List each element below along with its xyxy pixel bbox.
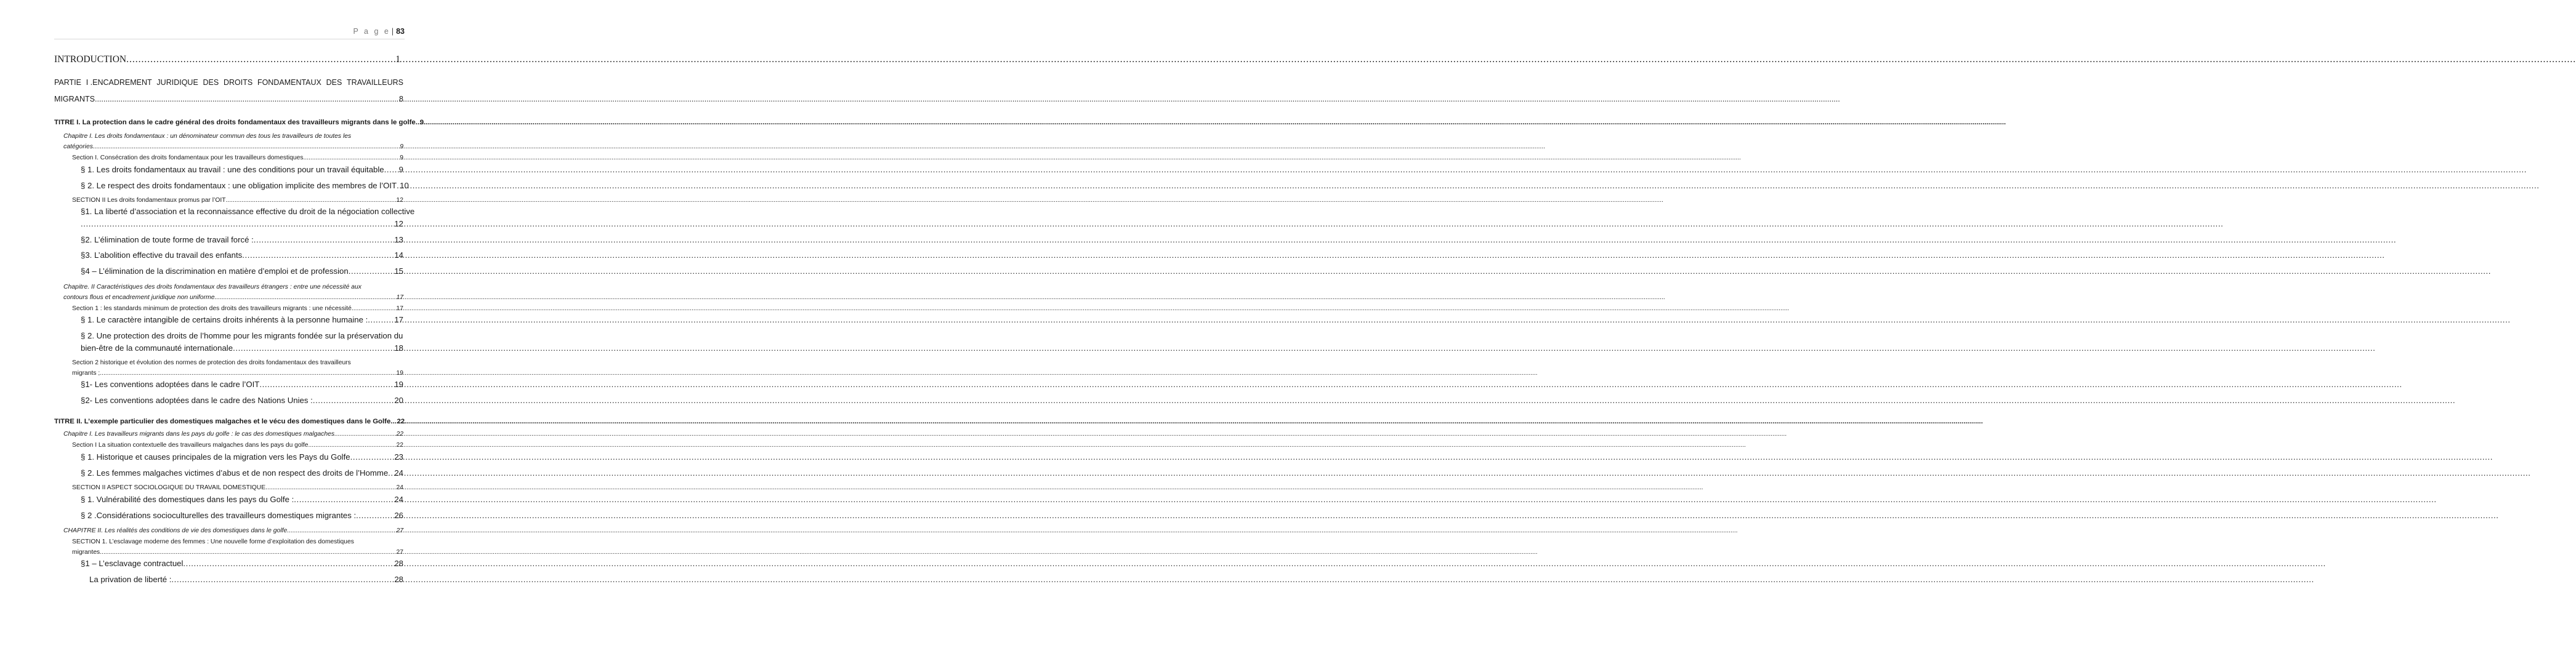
toc-entry-section-6[interactable]: SECTION II ASPECT SOCIOLOGIQUE DU TRAVAIL DOMESTIQUE ..... 24	[72, 484, 403, 491]
toc-entry-titre-2[interactable]: TITRE II. L’exemple particulier des domestiques malgaches et le vécu des domestiques dans le Golfe. ..... 22	[54, 418, 403, 425]
page-header	[54, 27, 405, 38]
toc-entry-para-12[interactable]: § 2. Les femmes malgaches victimes d’abus et de non respect des droits de l’Homme ..... 24	[81, 468, 403, 478]
toc-entry-section-4-line1: Section 2 historique et évolution des normes de protection des droits fondamentaux des travailleurs	[72, 359, 351, 366]
toc-entry-para-11[interactable]: § 1. Historique et causes principales de la migration vers les Pays du Golfe ..... 23	[81, 452, 403, 462]
toc-entry-para-6[interactable]: §4 – L’élimination de la discrimination en matière d’emploi et de profession ..... 15	[81, 266, 403, 276]
page-separator: |	[391, 27, 394, 36]
toc-entry-para-8[interactable]: bien-être de la communauté internationale ..... 18	[81, 343, 403, 353]
toc-entry-chapitre-2[interactable]: contours flous et encadrement juridique non uniforme ..... 17	[63, 294, 403, 301]
toc-entry-section-7[interactable]: migrantes ..... 27	[72, 549, 403, 556]
toc-entry-para-16[interactable]: La privation de liberté : ..... 28	[89, 575, 403, 584]
page-number: 83	[396, 27, 405, 36]
toc-entry-para-1[interactable]: § 1. Les droits fondamentaux au travail : une des conditions pour un travail équitable ..... 9	[81, 165, 403, 174]
toc-entry-section-7-line1: SECTION 1. L’esclavage moderne des femmes : Une nouvelle forme d’exploitation des domestiques	[72, 538, 354, 545]
toc-entry-section-5[interactable]: Section I La situation contextuelle des travailleurs malgaches dans les pays du golfe ..... 22	[72, 442, 403, 449]
toc-entry-chapitre-4[interactable]: CHAPITRE II. Les réalités des conditions de vie des domestiques dans le golfe ..... 27	[63, 527, 403, 534]
toc-entry-para-2[interactable]: § 2. Le respect des droits fondamentaux : une obligation implicite des membres de l’OIT ..... 10	[81, 181, 403, 190]
toc-entry-section-2[interactable]: SECTION II Les droits fondamentaux promus par l’OIT ..... 12	[72, 197, 403, 204]
toc-entry-para-7[interactable]: § 1. Le caractère intangible de certains droits inhérents à la personne humaine : ..... 17	[81, 315, 403, 324]
toc-entry-chapitre-3[interactable]: Chapitre I. Les travailleurs migrants dans les pays du golfe : le cas des domestiques malgaches. ..... 22	[63, 431, 403, 438]
toc-entry-chapitre-1[interactable]: catégories. ..... 9	[63, 143, 403, 150]
toc-entry-chapitre-2-line1: Chapitre. II Caractéristiques des droits fondamentaux des travailleurs étrangers : entre une nécessité aux	[63, 284, 361, 290]
toc-entry-para-9[interactable]: §1- Les conventions adoptées dans le cadre l’OIT ..... 19	[81, 380, 403, 389]
toc-entry-para-8-line1: § 2. Une protection des droits de l’homme pour les migrants fondée sur la préservation du	[81, 331, 403, 340]
toc-entry-introduction[interactable]: INTRODUCTION ..... 1	[54, 54, 400, 65]
toc-entry-para-5[interactable]: §3. L’abolition effective du travail des enfants ..... 14	[81, 250, 403, 260]
toc-entry-para-4[interactable]: §2. L’élimination de toute forme de travail forcé : ..... 13	[81, 235, 403, 244]
toc-entry-para-14[interactable]: § 2 .Considérations socioculturelles des travailleurs domestiques migrantes : ..... 26	[81, 511, 403, 520]
toc-entry-para-3[interactable]: ..... 12	[81, 219, 403, 228]
toc-entry-section-1[interactable]: Section I. Consécration des droits fondamentaux pour les travailleurs domestiques ..... 9	[72, 154, 403, 161]
toc-entry-partie-line1[interactable]: PARTIE I .ENCADREMENT JURIDIQUE DES DROITS FONDAMENTAUX DES TRAVAILLEURS	[54, 78, 403, 87]
toc-entry-para-10[interactable]: §2- Les conventions adoptées dans le cadre des Nations Unies : ..... 20	[81, 396, 403, 405]
toc-entry-para-3-line1: §1. La liberté d’association et la reconnaissance effective du droit de la négociation collective	[81, 207, 415, 216]
toc-entry-chapitre-1-line1: Chapitre I. Les droits fondamentaux : un dénominateur commun des tous les travailleurs de toutes les	[63, 133, 352, 140]
toc-entry-section-3[interactable]: Section 1 : les standards minimum de protection des droits des travailleurs migrants : une nécessité ..... 17	[72, 305, 403, 312]
toc-entry-section-4[interactable]: migrants ; ..... 19	[72, 370, 403, 377]
toc-entry-para-13[interactable]: § 1. Vulnérabilité des domestiques dans les pays du Golfe : ..... 24	[81, 495, 403, 504]
page-label: P a g e	[353, 27, 390, 36]
toc-entry-titre-1[interactable]: TITRE I. La protection dans le cadre général des droits fondamentaux des travailleurs migrants dans le golfe ..... 9	[54, 119, 403, 126]
toc-entry-partie-line2[interactable]: MIGRANTS ..... 8	[54, 95, 403, 103]
toc-entry-para-15[interactable]: §1 – L’esclavage contractuel ..... 28	[81, 559, 403, 568]
